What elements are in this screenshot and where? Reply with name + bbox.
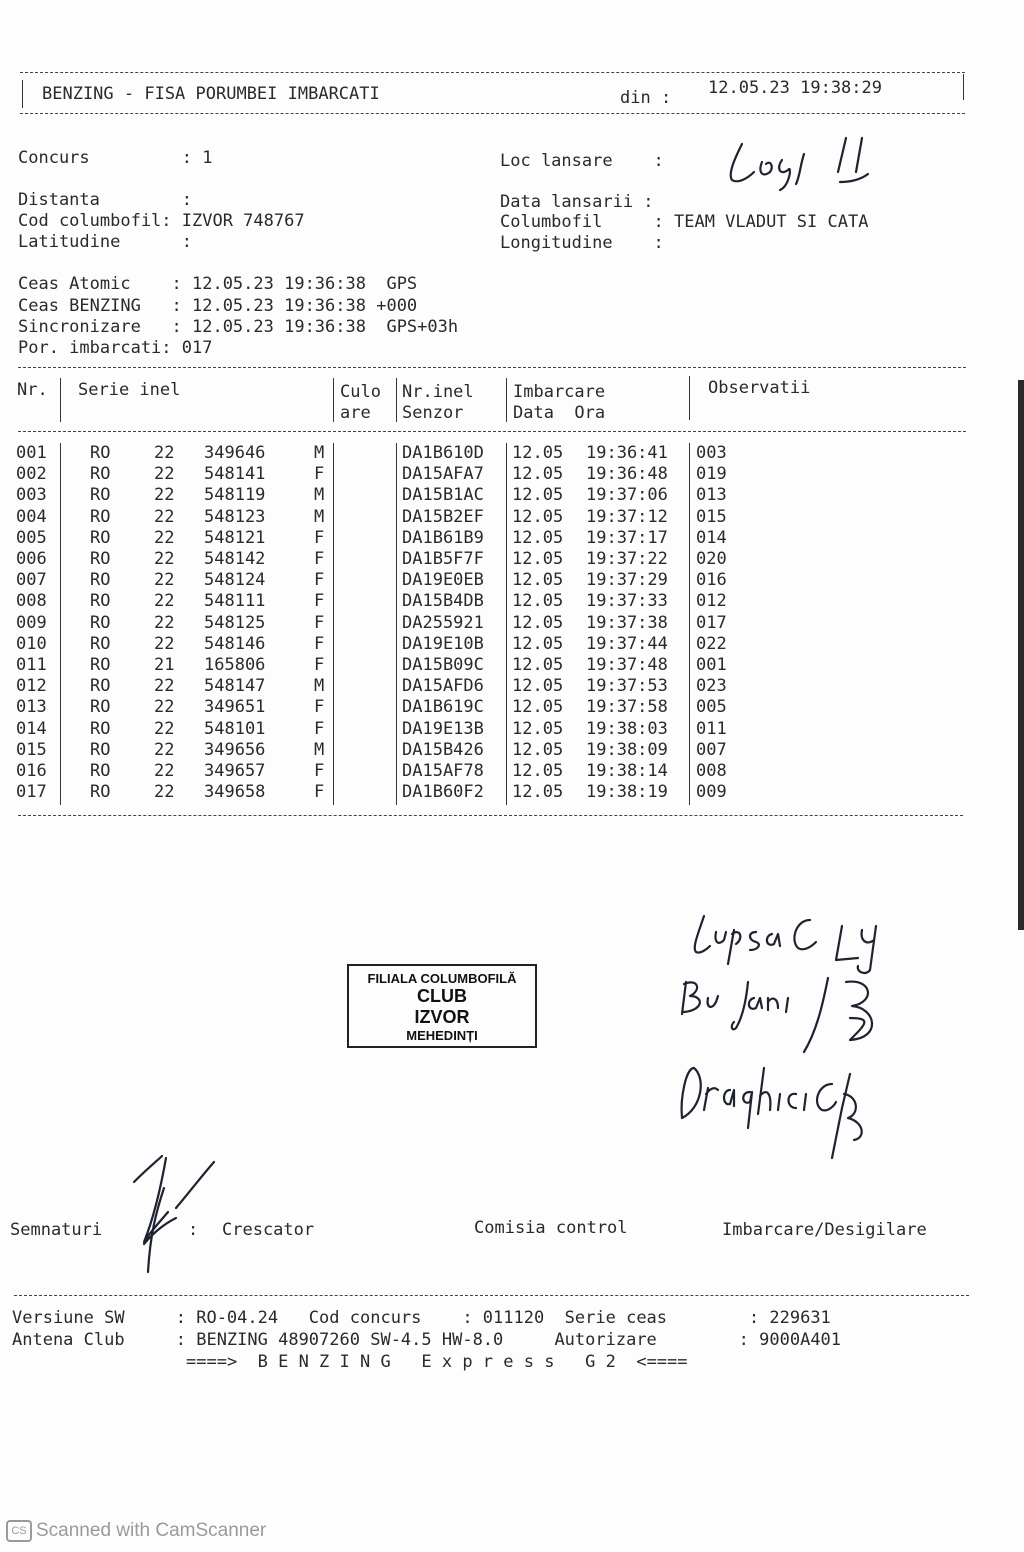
footer-line-3: ====> B E N Z I N G E x p r e s s G 2 <==== [186,1352,688,1372]
cell-obs: 019 [696,464,727,485]
cell-an: 22 [154,739,175,760]
body-sep-4 [506,443,507,805]
cell-obs: 022 [696,633,727,654]
cell-tara: RO [90,718,111,739]
header-sep-5 [689,376,690,420]
header-sep-4 [506,378,507,422]
cell-nr: 005 [16,527,47,548]
cell-inel: 349658 [204,782,266,803]
cell-data: 12.05 [512,570,564,591]
cell-an: 22 [154,676,175,697]
cell-senzor: DA15B2EF [402,506,484,527]
cell-tara: RO [90,506,111,527]
body-sep-1 [60,443,61,805]
cell-nr: 003 [16,485,47,506]
cell-tara: RO [90,633,111,654]
cell-an: 22 [154,612,175,633]
cell-an: 22 [154,549,175,569]
cell-obs: 015 [696,506,727,527]
columbofil-field: Columbofil : TEAM VLADUT SI CATA [500,212,869,232]
cell-sex: F [314,782,325,803]
cell-senzor: DA19E13B [402,718,484,739]
cell-an: 22 [154,761,175,781]
cell-inel: 548121 [204,527,266,548]
cell-nr: 008 [16,591,47,612]
cell-inel: 548101 [204,718,266,739]
cell-senzor: DA1B5F7F [402,549,484,569]
concurs-field: Concurs : 1 [18,148,213,168]
header-bottom-rule [20,113,965,114]
cell-sex: M [314,739,325,760]
printed-date-value: 12.05.23 19:38:29 [708,78,882,98]
cell-sex: F [314,464,325,485]
crescator-signature [124,1152,224,1276]
cell-tara: RO [90,485,111,506]
cell-tara: RO [90,443,111,463]
cell-senzor: DA15B426 [402,739,484,760]
cell-sex: F [314,718,325,739]
body-sep-2 [333,443,334,805]
cell-an: 22 [154,485,175,506]
crescator-label: Crescator [222,1220,315,1240]
cell-ora: 19:38:19 [586,782,668,803]
cell-senzor: DA1B61B9 [402,527,484,548]
cell-nr: 014 [16,718,47,739]
body-sep-3 [396,443,397,805]
cell-senzor: DA19E0EB [402,570,484,591]
data-lansarii-field: Data lansarii : [500,192,654,212]
cell-sex: M [314,443,325,463]
header-sep-3 [396,378,397,422]
cell-nr: 011 [16,655,47,675]
ceas-benzing-field: Ceas BENZING : 12.05.23 19:36:38 +000 [18,296,418,316]
cell-data: 12.05 [512,527,564,548]
cell-sex: F [314,549,325,569]
footer-line-2: Antena Club : BENZING 48907260 SW-4.5 HW-8.0 Autorizare : 9000A401 [12,1330,842,1350]
cell-senzor: DA15AFD6 [402,676,484,697]
cell-data: 12.05 [512,718,564,739]
cell-sex: F [314,591,325,612]
cell-data: 12.05 [512,549,564,569]
cell-obs: 012 [696,591,727,612]
cell-data: 12.05 [512,485,564,506]
comisia-control-label: Comisia control [474,1218,628,1238]
cell-inel: 548146 [204,633,266,654]
cell-an: 22 [154,443,175,463]
cell-obs: 003 [696,443,727,463]
sincronizare-field: Sincronizare : 12.05.23 19:36:38 GPS+03h [18,317,459,337]
col-header-imbarcare-1: Imbarcare [513,382,606,402]
header-top-rule [20,72,965,73]
cell-data: 12.05 [512,464,564,485]
cell-data: 12.05 [512,782,564,803]
cell-ora: 19:38:14 [586,761,668,781]
cell-senzor: DA255921 [402,612,484,633]
imbarcare-desigilare-label: Imbarcare/Desigilare [722,1220,927,1240]
cell-data: 12.05 [512,443,564,463]
cell-obs: 008 [696,761,727,781]
cell-an: 21 [154,655,175,675]
cell-obs: 013 [696,485,727,506]
cell-ora: 19:38:03 [586,718,668,739]
cell-inel: 548123 [204,506,266,527]
table-top-rule [18,367,966,368]
cell-nr: 007 [16,570,47,591]
cell-sex: M [314,676,325,697]
cell-nr: 017 [16,782,47,803]
cell-nr: 010 [16,633,47,654]
club-stamp [347,964,537,1048]
cell-ora: 19:37:06 [586,485,668,506]
cell-ora: 19:37:33 [586,591,668,612]
por-imbarcati-field: Por. imbarcati: 017 [18,338,213,358]
cell-ora: 19:37:12 [586,506,668,527]
loc-lansare-field: Loc lansare : [500,151,664,171]
cell-an: 22 [154,570,175,591]
cell-nr: 012 [16,676,47,697]
header-sep-2 [333,378,334,422]
handwritten-name-1 [686,906,906,976]
cell-obs: 020 [696,549,727,569]
cell-inel: 349656 [204,739,266,760]
cell-nr: 002 [16,464,47,485]
camscanner-text: Scanned with CamScanner [36,1520,267,1542]
cell-nr: 015 [16,739,47,760]
signatures-label: Semnaturi [10,1220,103,1240]
cell-inel: 548119 [204,485,266,506]
cell-tara: RO [90,612,111,633]
printed-date-label: din : [620,88,672,108]
cell-tara: RO [90,591,111,612]
stamp-line-1: FILIALA COLUMBOFILĂ [367,971,517,986]
cell-data: 12.05 [512,633,564,654]
cell-data: 12.05 [512,676,564,697]
cell-inel: 349651 [204,697,266,718]
scan-edge-shadow [1018,380,1024,930]
cell-an: 22 [154,506,175,527]
cell-inel: 548142 [204,549,266,569]
cell-senzor: DA1B619C [402,697,484,718]
cell-inel: 548125 [204,612,266,633]
cell-ora: 19:38:09 [586,739,668,760]
longitudine-field: Longitudine : [500,233,664,253]
cell-senzor: DA1B610D [402,443,484,463]
cell-inel: 165806 [204,655,266,675]
cell-obs: 011 [696,718,727,739]
col-header-nr: Nr. [17,380,48,400]
cell-an: 22 [154,527,175,548]
ceas-atomic-field: Ceas Atomic : 12.05.23 19:36:38 GPS [18,274,418,294]
cell-tara: RO [90,655,111,675]
col-header-imbarcare-2: Data Ora [513,403,606,423]
cell-sex: M [314,485,325,506]
cell-senzor: DA1B60F2 [402,782,484,803]
cell-tara: RO [90,739,111,760]
col-header-observatii: Observatii [708,378,811,398]
cell-data: 12.05 [512,591,564,612]
cell-tara: RO [90,464,111,485]
cell-sex: F [314,527,325,548]
cell-obs: 016 [696,570,727,591]
handwritten-name-3 [672,1048,892,1168]
cod-columbofil-field: Cod columbofil: IZVOR 748767 [18,211,305,231]
col-header-culoare-1: Culo [340,382,381,402]
cell-obs: 017 [696,612,727,633]
cell-sex: F [314,633,325,654]
cell-sex: M [314,506,325,527]
cell-senzor: DA15B1AC [402,485,484,506]
col-header-culoare-2: are [340,403,371,423]
cell-ora: 19:37:29 [586,570,668,591]
cell-nr: 001 [16,443,47,463]
signatures-colon: : [188,1220,199,1240]
cell-an: 22 [154,697,175,718]
body-sep-5 [689,443,690,805]
table-bottom-rule [18,815,963,816]
document-title: BENZING - FISA PORUMBEI IMBARCATI [42,84,380,104]
cell-inel: 349657 [204,761,266,781]
cell-tara: RO [90,527,111,548]
cell-inel: 548141 [204,464,266,485]
distanta-field: Distanta : [18,190,192,210]
cell-nr: 004 [16,506,47,527]
cell-tara: RO [90,697,111,718]
cell-inel: 548124 [204,570,266,591]
footer-line-1: Versiune SW : RO-04.24 Cod concurs : 011120 Serie ceas : 229631 [12,1308,831,1328]
cell-ora: 19:37:48 [586,655,668,675]
stamp-line-3: IZVOR [414,1007,470,1027]
table-header-rule [18,431,966,432]
cell-obs: 007 [696,739,727,760]
cell-nr: 006 [16,549,47,569]
cell-inel: 349646 [204,443,266,463]
header-left-border [22,80,23,108]
cell-inel: 548147 [204,676,266,697]
cell-ora: 19:37:17 [586,527,668,548]
cell-obs: 014 [696,527,727,548]
cell-sex: F [314,612,325,633]
cell-senzor: DA15AFA7 [402,464,484,485]
col-header-nr-inel-2: Senzor [402,403,464,423]
cell-obs: 009 [696,782,727,803]
handwritten-name-2 [676,968,896,1058]
cell-tara: RO [90,676,111,697]
col-header-serie-inel: Serie inel [78,380,181,400]
cell-ora: 19:36:48 [586,464,668,485]
footer-rule [14,1295,969,1296]
cell-senzor: DA15B09C [402,655,484,675]
camscanner-watermark [6,1520,266,1542]
cell-nr: 016 [16,761,47,781]
cell-sex: F [314,761,325,781]
cell-tara: RO [90,570,111,591]
header-right-border [963,74,964,100]
cell-data: 12.05 [512,655,564,675]
cell-tara: RO [90,549,111,569]
cell-sex: F [314,655,325,675]
cell-an: 22 [154,718,175,739]
stamp-line-4: MEHEDINȚI [406,1028,478,1043]
cell-inel: 548111 [204,591,266,612]
loc-lansare-handwritten [720,132,890,192]
cell-ora: 19:37:58 [586,697,668,718]
cell-nr: 013 [16,697,47,718]
cell-data: 12.05 [512,612,564,633]
cell-data: 12.05 [512,506,564,527]
camscanner-logo-icon: CS [6,1520,32,1542]
header-sep-1 [60,378,61,422]
cell-nr: 009 [16,612,47,633]
cell-sex: F [314,697,325,718]
cell-senzor: DA15B4DB [402,591,484,612]
cell-obs: 001 [696,655,727,675]
cell-senzor: DA15AF78 [402,761,484,781]
cell-data: 12.05 [512,697,564,718]
cell-ora: 19:36:41 [586,443,668,463]
cell-data: 12.05 [512,739,564,760]
cell-ora: 19:37:38 [586,612,668,633]
cell-obs: 005 [696,697,727,718]
cell-an: 22 [154,464,175,485]
cell-ora: 19:37:22 [586,549,668,569]
cell-tara: RO [90,761,111,781]
cell-ora: 19:37:53 [586,676,668,697]
col-header-nr-inel-1: Nr.inel [402,382,474,402]
cell-senzor: DA19E10B [402,633,484,654]
cell-ora: 19:37:44 [586,633,668,654]
cell-an: 22 [154,633,175,654]
cell-sex: F [314,570,325,591]
latitudine-field: Latitudine : [18,232,192,252]
cell-obs: 023 [696,676,727,697]
cell-an: 22 [154,591,175,612]
stamp-line-2: CLUB [417,986,467,1006]
cell-an: 22 [154,782,175,803]
cell-tara: RO [90,782,111,803]
cell-data: 12.05 [512,761,564,781]
